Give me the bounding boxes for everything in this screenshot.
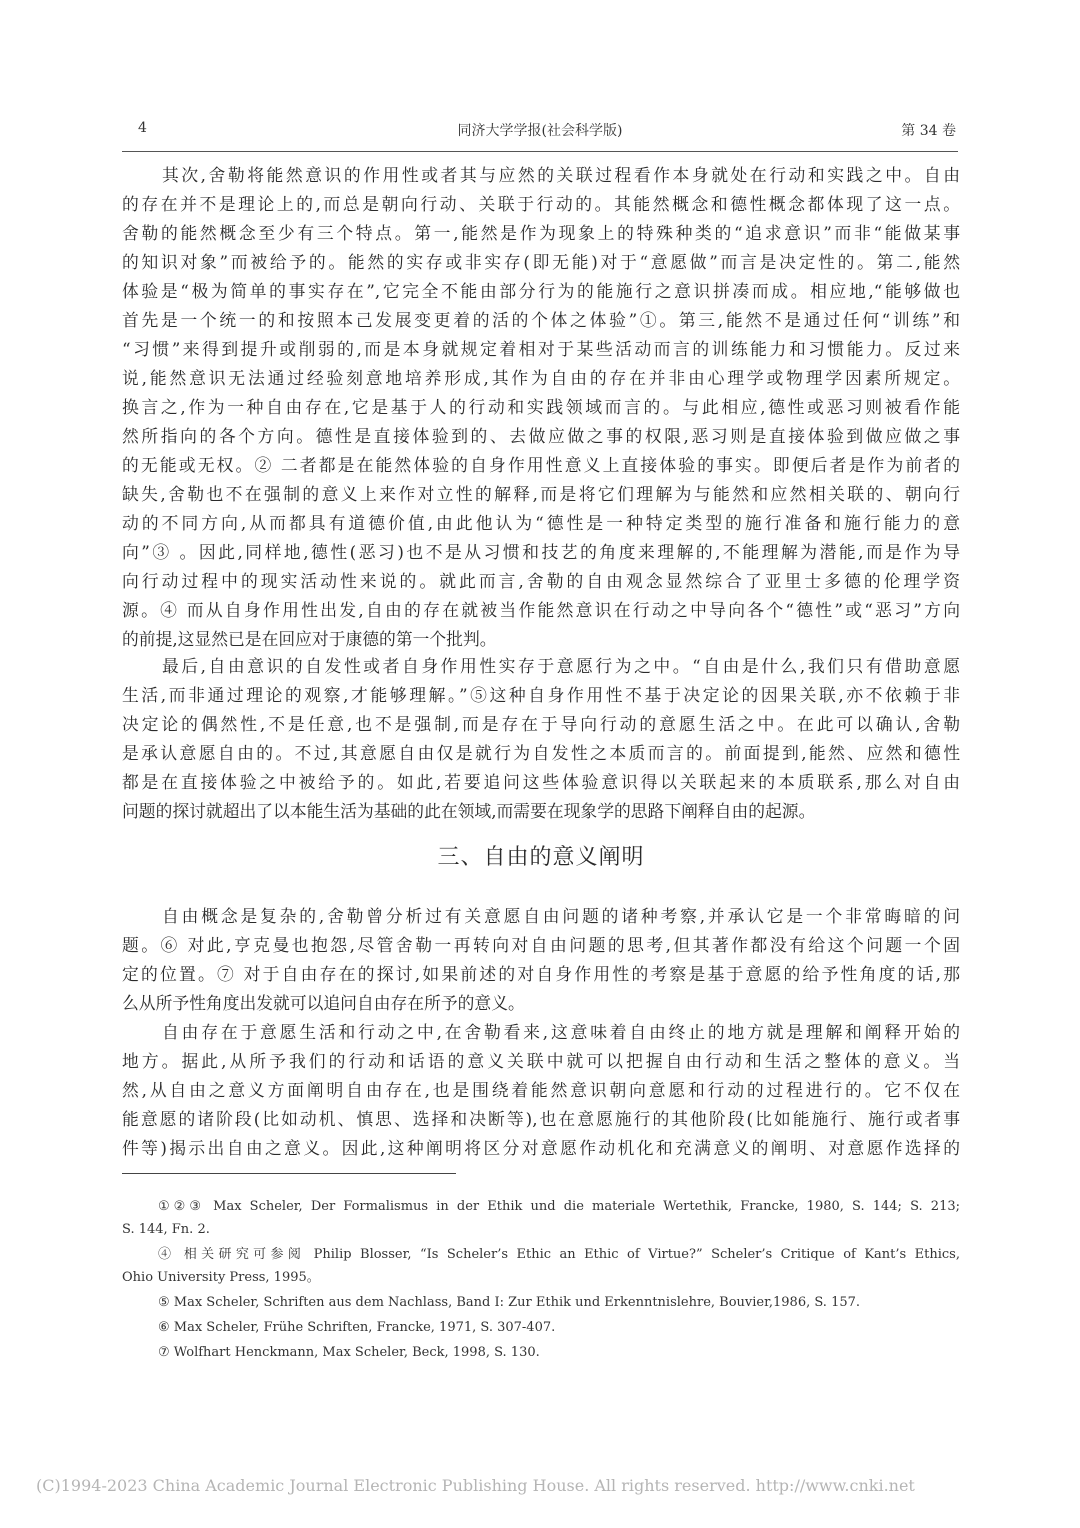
volume-number: 第 34 卷 xyxy=(901,123,956,139)
body-line: 生活,而非通过理论的观察,才能够理解。”⑤这种自身作用性不基于决定论的因果关联,亦不依赖于非 xyxy=(122,685,960,705)
body-line: 件等)揭示出自由之意义。因此,这种阐明将区分对意愿作动机化和充满意义的阐明、对意愿作选择的 xyxy=(122,1138,960,1158)
body-line: 向行动过程中的现实活动性来说的。就此而言,舍勒的自由观念显然综合了亚里士多德的伦理学资 xyxy=(122,571,960,591)
body-line: 的前提,这显然已是在回应对于康德的第一个批判。 xyxy=(122,629,497,649)
body-line: 的无能或无权。② 二者都是在能然体验的自身作用性意义上直接体验的事实。即便后者是作为前者的 xyxy=(122,455,960,475)
running-header xyxy=(122,112,958,152)
body-line: 说,能然意识无法通过经验刻意地培养形成,其作为自由的存在并非由心理学或物理学因素所规定。 xyxy=(122,368,960,388)
body-line: 动的不同方向,从而都具有道德价值,由此他认为“德性是一种特定类型的施行准备和施行能力的意 xyxy=(122,513,960,533)
body-line: “习惯”来得到提升或削弱的,而是本身就规定着相对于某些活动而言的训练能力和习惯能力。反过来 xyxy=(122,339,960,359)
body-line: 都是在直接体验之中被给予的。如此,若要追问这些体验意识得以关联起来的本质联系,那么对自由 xyxy=(122,772,960,792)
footnote: ⑥ Max Scheler, Frühe Schriften, Francke, 1971, S. 307-407. xyxy=(158,1320,556,1335)
body-line: 换言之,作为一种自由存在,它是基于人的行动和实践领域而言的。与此相应,德性或恶习则被看作能 xyxy=(122,397,960,417)
body-line: 的存在并不是理论上的,而总是朝向行动、关联于行动的。其能然概念和德性概念都体现了这一点。 xyxy=(122,194,960,214)
footnote-continuation: Ohio University Press, 1995。 xyxy=(122,1270,320,1285)
body-line: 向”③ 。因此,同样地,德性(恶习)也不是从习惯和技艺的角度来理解的,不能理解为潜能,而是作为导 xyxy=(122,542,960,562)
body-line: 自由存在于意愿生活和行动之中,在舍勒看来,这意味着自由终止的地方就是理解和阐释开始的 xyxy=(162,1022,960,1042)
body-line: 决定论的偶然性,不是任意,也不是强制,而是存在于导向行动的意愿生活之中。在此可以确认,舍勒 xyxy=(122,714,960,734)
footnote: ⑦ Wolfhart Henckmann, Max Scheler, Beck, 1998, S. 130. xyxy=(158,1345,540,1360)
body-line: 源。④ 而从自身作用性出发,自由的存在就被当作能然意识在行动之中导向各个“德性”或“恶习”方向 xyxy=(122,600,960,620)
body-line: 其次,舍勒将能然意识的作用性或者其与应然的关联过程看作本身就处在行动和实践之中。自由 xyxy=(162,165,960,185)
body-line: 自由概念是复杂的,舍勒曾分析过有关意愿自由问题的诸种考察,并承认它是一个非常晦暗的问 xyxy=(162,906,960,926)
body-line: 然所指向的各个方向。德性是直接体验到的、去做应做之事的权限,恶习则是直接体验到做应做之事 xyxy=(122,426,960,446)
body-line: 首先是一个统一的和按照本己发展变更着的活的个体之体验”①。第三,能然不是通过任何“训练”和 xyxy=(122,310,960,330)
journal-title: 同济大学学报(社会科学版) xyxy=(457,123,623,139)
body-line: 体验是“极为简单的事实存在”,它完全不能由部分行为的能施行之意识拼凑而成。相应地,“能够做也 xyxy=(122,281,960,301)
section-heading: 三、自由的意义阐明 xyxy=(437,845,645,870)
footnote: ⑤ Max Scheler, Schriften aus dem Nachlass, Band I: Zur Ethik und Erkenntnislehre, Bouvier,1986, S. 157. xyxy=(158,1295,861,1310)
footnote-rule xyxy=(122,1173,456,1174)
body-line: 地方。据此,从所予我们的行动和话语的意义关联中就可以把握自由行动和生活之整体的意义。当 xyxy=(122,1051,960,1071)
body-line: 能意愿的诸阶段(比如动机、慎思、选择和决断等),也在意愿施行的其他阶段(比如能施行、施行或者事 xyxy=(122,1109,960,1129)
footnote-continuation: S. 144, Fn. 2. xyxy=(122,1222,210,1237)
body-line: 是承认意愿自由的。不过,其意愿自由仅是就行为自发性之本质而言的。前面提到,能然、应然和德性 xyxy=(122,743,960,763)
body-line: 定的位置。⑦ 对于自由存在的探讨,如果前述的对自身作用性的考察是基于意愿的给予性角度的话,那 xyxy=(122,964,960,984)
body-line: 舍勒的能然概念至少有三个特点。第一,能然是作为现象上的特殊种类的“追求意识”而非“能做某事 xyxy=(122,223,960,243)
body-line: 么从所予性角度出发就可以追问自由存在所予的意义。 xyxy=(122,993,525,1013)
body-line: 的知识对象”而被给予的。能然的实存或非实存(即无能)对于“意愿做”而言是决定性的。第二,能然 xyxy=(122,252,960,272)
body-line: 题。⑥ 对此,亨克曼也抱怨,尽管舍勒一再转向对自由问题的思考,但其著作都没有给这个问题一个固 xyxy=(122,935,960,955)
footnote: ④ 相关研究可参阅 Philip Blosser, “Is Scheler’s Ethic an Ethic of Virtue?” Scheler’s Critique of Kant’s Ethics, xyxy=(158,1247,960,1262)
header-rule xyxy=(122,151,958,152)
footnote: ①②③ Max Scheler, Der Formalismus in der Ethik und die materiale Wertethik, Francke, 1980, S. 144; S. 213; xyxy=(158,1199,960,1214)
copyright-notice: (C)1994-2023 China Academic Journal Electronic Publishing House. All rights reserved. http://www.cnki.net xyxy=(36,1476,915,1495)
body-line: 缺失,舍勒也不在强制的意义上来作对立性的解释,而是将它们理解为与能然和应然相关联的、朝向行 xyxy=(122,484,960,504)
page-number: 4 xyxy=(138,120,147,136)
body-line: 然,从自由之意义方面阐明自由存在,也是围绕着能然意识朝向意愿和行动的过程进行的。它不仅在 xyxy=(122,1080,960,1100)
body-line: 问题的探讨就超出了以本能生活为基础的此在领域,而需要在现象学的思路下阐释自由的起源。 xyxy=(122,801,816,821)
body-line: 最后,自由意识的自发性或者自身作用性实存于意愿行为之中。“自由是什么,我们只有借助意愿 xyxy=(162,656,960,676)
